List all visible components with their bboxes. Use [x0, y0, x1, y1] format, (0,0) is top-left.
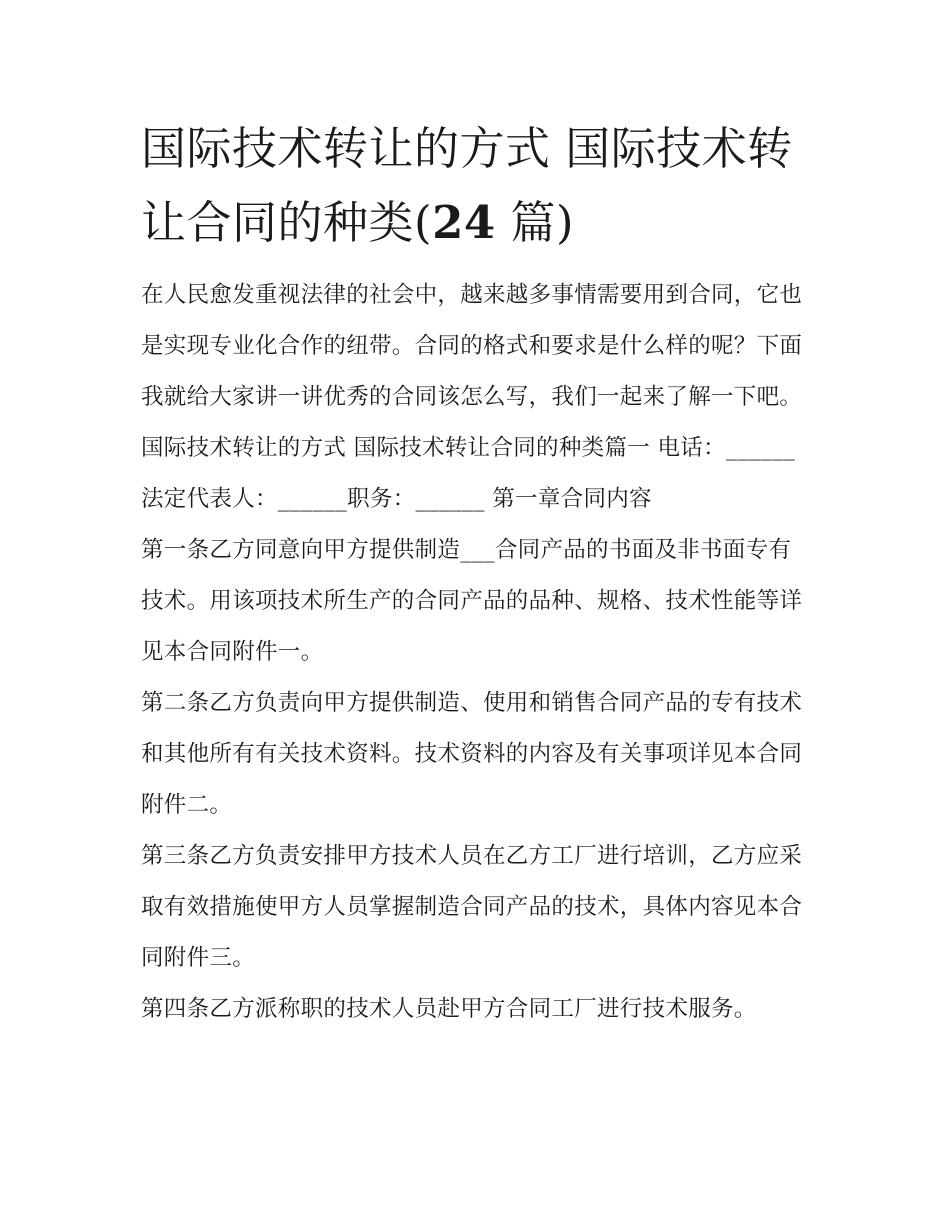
document-title: [141, 112, 813, 260]
article-3-paragraph: 第三条乙方负责安排甲方技术人员在乙方工厂进行培训，乙方应采取有效措施使甲方人员掌握制造合同产品的技术，具体内容见本合同附件三。: [141, 843, 803, 971]
document-body: [141, 270, 813, 1035]
title-count: 24: [432, 196, 496, 249]
section-heading-paragraph: 国际技术转让的方式 国际技术转让合同的种类篇一 电话：______法定代表人：______职务：______ 第一章合同内容: [141, 435, 796, 512]
intro-paragraph: 在人民愈发重视法律的社会中，越来越多事情需要用到合同，它也是实现专业化合作的纽带。合同的格式和要求是什么样的呢？下面我就给大家讲一讲优秀的合同该怎么写，我们一起来了解一下吧。: [141, 282, 803, 410]
document-page: [141, 112, 813, 1035]
title-suffix: 篇): [495, 196, 575, 249]
title-text: 国际技术转让的方式 国际技术转让合同的种类(: [141, 122, 793, 249]
article-4-paragraph: 第四条乙方派称职的技术人员赴甲方合同工厂进行技术服务。: [141, 996, 757, 1022]
article-1-paragraph: 第一条乙方同意向甲方提供制造___合同产品的书面及非书面专有技术。用该项技术所生产的合同产品的品种、规格、技术性能等详见本合同附件一。: [141, 537, 803, 665]
article-2-paragraph: 第二条乙方负责向甲方提供制造、使用和销售合同产品的专有技术和其他所有有关技术资料。技术资料的内容及有关事项详见本合同附件二。: [141, 690, 803, 818]
